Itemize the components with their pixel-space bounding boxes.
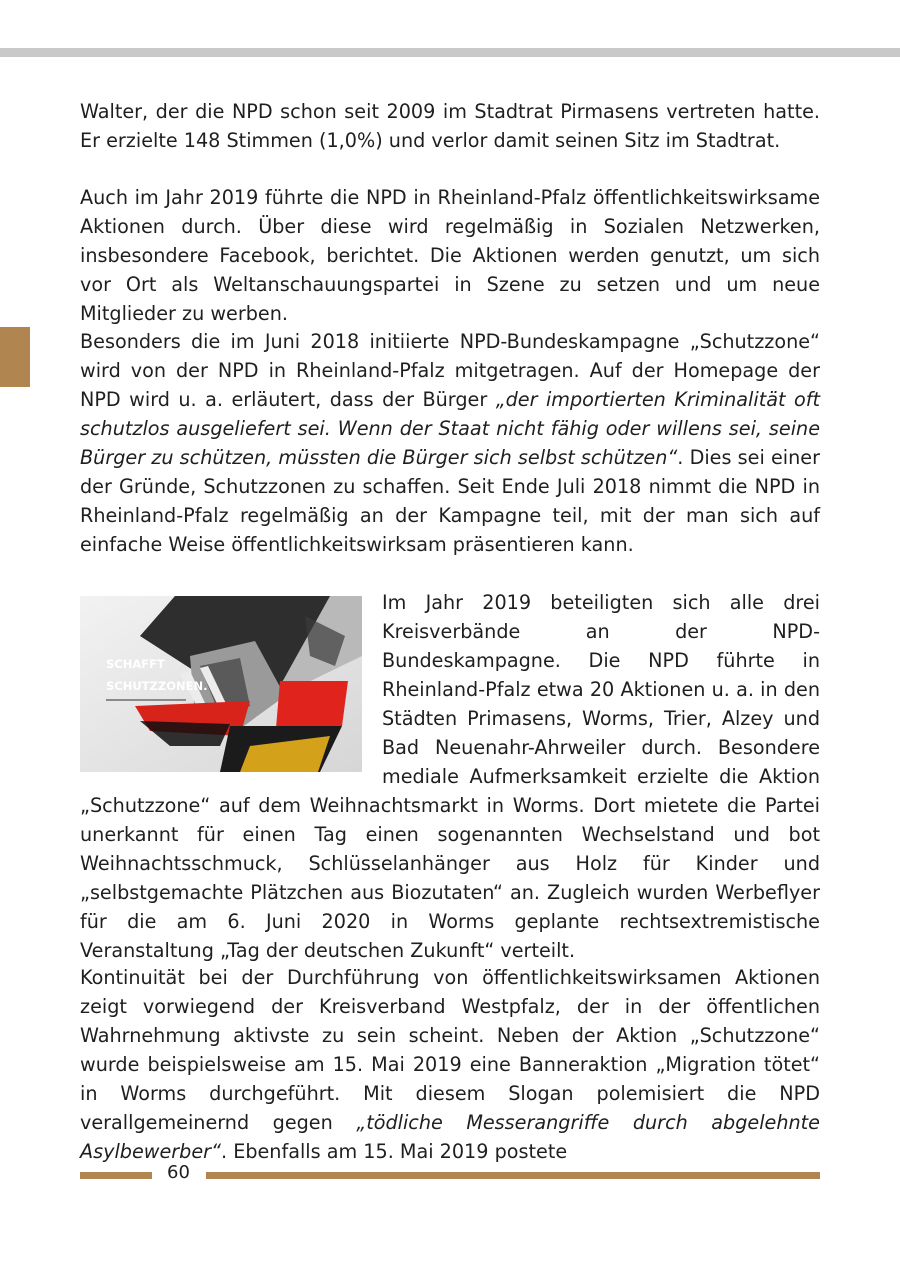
paragraph-2: Auch im Jahr 2019 führte die NPD in Rheinland-Pfalz öffentlichkeitswirksame Aktionen durch. Über diese wird regelmäßig in Sozialen Netzwerken, insbesondere Facebook, berichtet. Die Aktionen werden genutzt, um sich vor Ort als Weltanschauungspartei in Szene zu setzen und um neue Mitglieder zu werben. [80,186,820,325]
homepage-quote: „der importierten Kriminalität oft schutzlos ausgeliefert sei. Wenn der Staat nicht fähig oder willens sei, seine Bürger zu schützen, müssten die Bürger sich selbst schützen“ [80,388,821,469]
chapter-marker [0,327,30,387]
schutzzone-campaign-image [80,596,362,772]
paragraph-4: SCHAFFT SCHUTZZONEN. Im Jahr 2019 beteiligten sich alle drei Kreisverbände an der NPD-Bundeskampagne. Die NPD führte in Rheinland-Pfalz etwa 20 Aktionen u. a. in den Städten Primasens, Worms, Trier, Alzey und Bad Neuenahr-Ahrweiler durch. Besondere mediale Aufmerksamkeit erzielte die Aktion „Schutzzone“ auf dem Weihnachtsmarkt in Worms. Dort mietete die Partei unerkannt für einen Tag einen sogenannten Wechselstand und bot Weihnachtsschmuck, Schlüsselanhänger aus Holz für Kinder und „selbstgemachte Plätzchen aus Biozutaten“ an. Zugleich wurden Werbeflyer für die am 6. Juni 2020 in Worms geplante rechtsextremistische Veranstaltung „Tag der deutschen Zukunft“ verteilt. [80,591,820,962]
image-slogan-line-1: SCHAFFT [106,657,165,671]
footer-rule-left [80,1172,152,1179]
footer-rule-right [206,1172,820,1179]
page-number: 60 [167,1162,190,1183]
paragraph-3-text-end: . Dies sei einer der Gründe, Schutzzonen zu schaffen. Seit Ende Juli 2018 nimmt die NPD in Rheinland-Pfalz regelmäßig an der Kampagne teil, mit der man sich auf einfache Weise öffentlichkeitswirksam präsentieren kann. [80,446,820,556]
image-slogan-line-2: SCHUTZZONEN. [106,679,208,693]
paragraph-3 [80,327,820,559]
npd-quote: „tödliche Messerangriffe durch abgelehnte Asylbewerber“ [80,1111,820,1163]
top-rule [0,48,900,57]
paragraph-3-text: Besonders die im Juni 2018 initiierte NPD-Bundeskampagne „Schutzzone“ wird von der NPD in Rheinland-Pfalz mitgetragen. Auf der Homepage der NPD wird u. a. erläutert, dass der Bürger [80,330,820,411]
paragraph-5-text-end: . Ebenfalls am 15. Mai 2019 postete [221,1140,568,1163]
paragraph-5-text: Kontinuität bei der Durchführung von öffentlichkeitswirksamen Aktionen zeigt vorwiegend der Kreisverband Westpfalz, der in der öffentlichen Wahrnehmung aktivste zu sein scheint. Neben der Aktion „Schutzzone“ wurde beispielsweise am 15. Mai 2019 eine Banneraktion „Migration tötet“ in Worms durchgeführt. Mit diesem Slogan polemisiert die NPD verallgemeinernd gegen [80,966,820,1134]
paragraph-5 [80,963,820,1166]
paragraph-1: Walter, der die NPD schon seit 2009 im Stadtrat Pirmasens vertreten hatte. Er erzielte 148 Stimmen (1,0%) und verlor damit seinen Sitz im Stadtrat. [80,100,820,152]
